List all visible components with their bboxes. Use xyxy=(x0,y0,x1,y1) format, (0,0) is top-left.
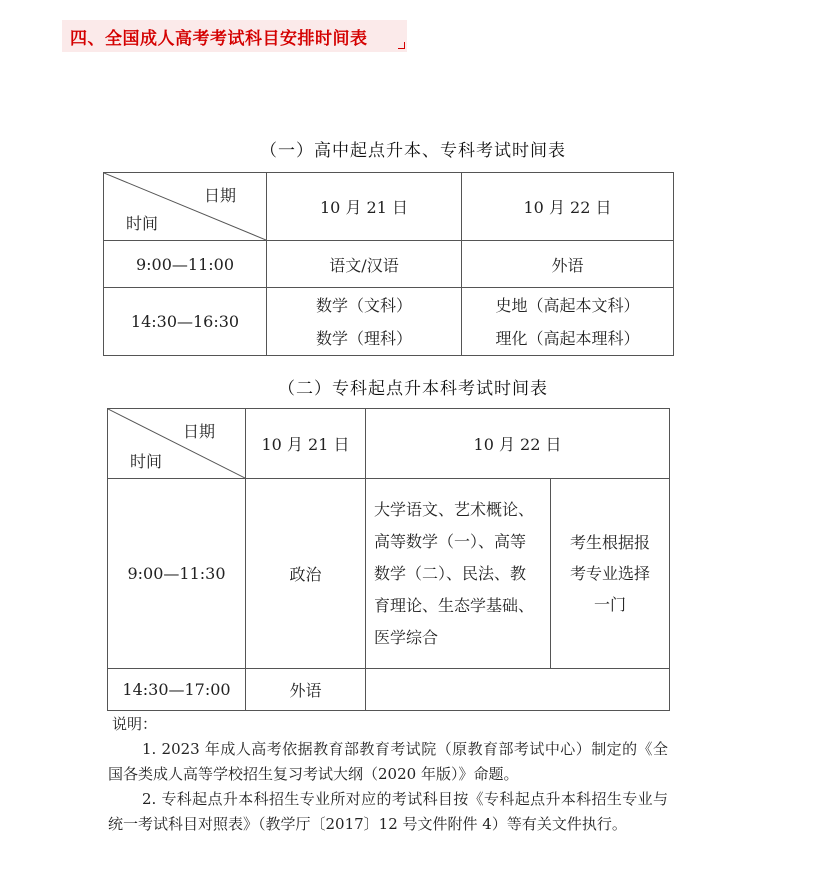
subject-list-cell xyxy=(366,479,551,669)
notes-section xyxy=(108,712,668,837)
subject-line: 数学（二）、民法、教 xyxy=(374,563,527,583)
table2-title: （二）专科起点升本科考试时间表 xyxy=(278,379,548,399)
schedule-table-high-school-start xyxy=(103,172,674,356)
date-label: 日期 xyxy=(182,422,215,441)
schedule-table-junior-college-start xyxy=(107,408,670,711)
subject-cell: 语文/汉语 xyxy=(267,241,462,288)
table-row xyxy=(104,241,674,288)
subject-line: 育理论、生态学基础、 xyxy=(374,595,535,615)
subject-line: 医学综合 xyxy=(374,627,439,647)
notes-label: 说明： xyxy=(112,715,158,733)
date-label: 日期 xyxy=(203,186,236,205)
time-cell: 14:30—17:00 xyxy=(108,669,246,711)
subject-cell xyxy=(267,288,462,356)
table-row xyxy=(104,288,674,356)
subject-cell xyxy=(462,288,674,356)
note-line: 一门 xyxy=(594,595,627,614)
day-header: 10 月 22 日 xyxy=(462,173,674,241)
table-row xyxy=(108,479,670,669)
time-label: 时间 xyxy=(126,214,159,233)
time-label: 时间 xyxy=(130,452,163,471)
subject-cell: 政治 xyxy=(246,479,366,669)
table1-title: （一）高中起点升本、专科考试时间表 xyxy=(260,141,566,161)
subject-line: 大学语文、艺术概论、 xyxy=(374,499,535,519)
time-cell: 9:00—11:00 xyxy=(104,241,267,288)
subject-line: 高等数学（一）、高等 xyxy=(374,531,527,551)
corner-mark xyxy=(398,42,405,49)
subject-line: 数学（文科） xyxy=(315,295,412,315)
day-header: 10 月 22 日 xyxy=(366,409,670,479)
subject-line: 数学（理科） xyxy=(315,328,412,348)
note-item: 2. 专科起点升本科招生专业所对应的考试科目按《专科起点升本科招生专业与统一考试科目对照表》（教学厅〔2017〕12 号文件附件 4）等有关文件执行。 xyxy=(108,790,668,833)
day-header: 10 月 21 日 xyxy=(246,409,366,479)
diagonal-header-cell xyxy=(108,409,246,479)
section-heading-box xyxy=(62,20,407,52)
table-row xyxy=(108,669,670,711)
subject-cell: 外语 xyxy=(246,669,366,711)
subject-line: 史地（高起本文科） xyxy=(495,295,640,315)
subject-line: 理化（高起本理科） xyxy=(495,328,640,348)
section-heading: 四、全国成人高考考试科目安排时间表 xyxy=(70,28,368,49)
note-line: 考专业选择 xyxy=(570,564,651,583)
selection-note-cell xyxy=(551,479,670,669)
table-header-row xyxy=(104,173,674,241)
time-cell: 14:30—16:30 xyxy=(104,288,267,356)
time-cell: 9:00—11:30 xyxy=(108,479,246,669)
diagonal-header-cell xyxy=(104,173,267,241)
day-header: 10 月 21 日 xyxy=(267,173,462,241)
selection-note xyxy=(551,527,669,620)
subject-cell: 外语 xyxy=(462,241,674,288)
note-line: 考生根据报 xyxy=(570,533,651,552)
table-header-row xyxy=(108,409,670,479)
subject-list xyxy=(366,494,550,654)
empty-cell xyxy=(366,669,670,711)
note-item: 1. 2023 年成人高考依据教育部教育考试院（原教育部考试中心）制定的《全国各类成人高等学校招生复习考试大纲（2020 年版）》命题。 xyxy=(108,740,668,783)
